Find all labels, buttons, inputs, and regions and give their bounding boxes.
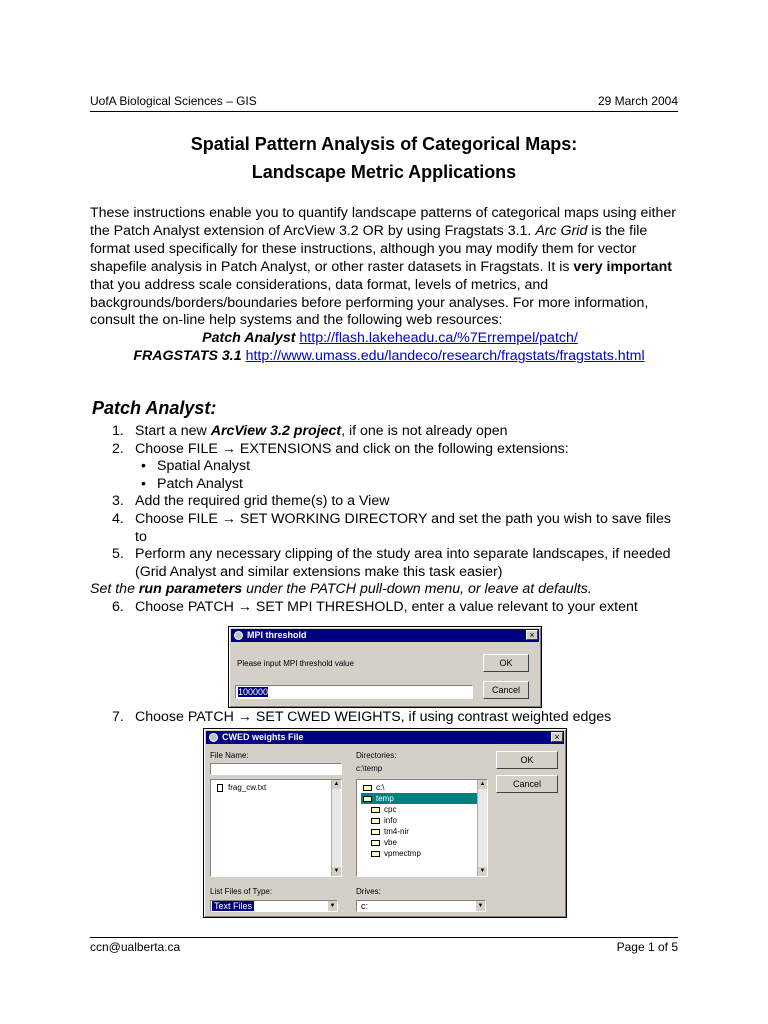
intro-text-3: that you address scale considerations, data format, levels of metrics, and backgrounds/borders/boundaries before performing your analyses. For more information, consult the on-line help systems and the following web resources: (90, 276, 649, 329)
step-number: 4. (112, 510, 124, 527)
mpi-dialog-title: MPI threshold (247, 630, 307, 640)
directory-scrollbar[interactable] (477, 780, 487, 876)
folder-icon (371, 851, 380, 857)
folder-icon (371, 807, 380, 813)
intro-text-2: is the file format used specifically for these instructions, although you may modify them for vector shapefile analysis in Patch Analyst, or other raster datasets in Fragstats. It is (90, 222, 648, 275)
step-text: Choose FILE → EXTENSIONS and click on the following extensions: (135, 440, 569, 457)
step-5 (112, 546, 682, 581)
directory-tree[interactable] (356, 779, 488, 877)
mpi-threshold-input[interactable] (235, 685, 473, 699)
step-number: 1. (112, 423, 124, 439)
header-rule (90, 111, 678, 112)
dir-item[interactable] (371, 815, 397, 826)
ref-fragstats (90, 348, 682, 366)
folder-icon (371, 818, 380, 824)
dir-name: info (384, 816, 397, 825)
file-type-select[interactable] (210, 900, 338, 912)
drives-select[interactable] (356, 900, 486, 912)
file-type-label: List Files of Type: (210, 887, 273, 896)
step-7 (112, 709, 682, 727)
dir-item[interactable] (371, 848, 421, 859)
run-parameters-note (90, 581, 682, 599)
step-text: Add the required grid theme(s) to a View (135, 493, 390, 510)
step-text: Choose PATCH → SET MPI THRESHOLD, enter a value relevant to your extent (135, 598, 638, 615)
ok-button[interactable]: OK (483, 654, 529, 672)
cancel-button[interactable]: Cancel (483, 681, 529, 699)
ref-label: Patch Analyst (202, 330, 296, 347)
step-number: 6. (112, 598, 124, 615)
cwed-dialog-titlebar (206, 731, 564, 744)
bullet-item (112, 476, 682, 494)
file-name-label: File Name: (210, 751, 249, 760)
dir-item[interactable] (371, 837, 397, 848)
folder-icon (371, 840, 380, 846)
dir-name: cpc (384, 805, 397, 814)
intro-em: Arc Grid (535, 222, 588, 239)
bullet-dot: • (141, 458, 146, 475)
page-header (90, 94, 678, 110)
mpi-dialog-titlebar (231, 629, 539, 642)
ok-button[interactable]: OK (496, 751, 558, 769)
dir-name: tm4-nir (384, 827, 409, 836)
step-emphasis: ArcView 3.2 project (210, 423, 342, 439)
note-emphasis: run parameters (138, 581, 243, 598)
bullet-text: Patch Analyst (157, 475, 243, 492)
bullet-text: Spatial Analyst (157, 458, 251, 475)
dir-item[interactable] (371, 826, 409, 837)
intro-paragraph (90, 205, 682, 366)
chevron-down-icon[interactable]: ▼ (477, 903, 484, 909)
steps-list (90, 423, 682, 617)
step-6 (112, 599, 682, 617)
dir-name: c:\ (376, 783, 385, 792)
file-type-value: Text Files (214, 901, 253, 911)
step-number: 7. (112, 709, 124, 725)
intro-strong: very important (573, 258, 672, 275)
step-1 (112, 423, 682, 441)
open-folder-icon (363, 785, 372, 791)
footer-email: ccn@ualberta.ca (90, 940, 181, 954)
step-text: Perform any necessary clipping of the study area into separate landscapes, if needed (Grid Analyst and similar extensions make this task easier) (135, 546, 671, 580)
directories-label: Directories: (356, 751, 397, 760)
drives-label: Drives: (356, 887, 381, 896)
dir-name: vpmectmp (384, 849, 421, 858)
dir-name: temp (376, 794, 394, 803)
scroll-down-icon[interactable]: ▼ (479, 868, 486, 874)
dir-item-root[interactable] (363, 782, 384, 793)
ref-label: FRAGSTATS 3.1 (133, 348, 242, 365)
open-folder-icon (363, 796, 372, 802)
step-text: Start a new (135, 423, 211, 439)
patch-analyst-link[interactable]: http://flash.lakeheadu.ca/%7Errempel/patch/ (299, 330, 578, 347)
cwed-weights-dialog (203, 728, 567, 918)
section-heading: Patch Analyst: (92, 398, 217, 418)
page-footer (90, 940, 678, 954)
mpi-threshold-dialog (228, 626, 542, 708)
bullet-item (112, 458, 682, 476)
mpi-threshold-value: 100000 (238, 687, 269, 697)
file-list[interactable] (210, 779, 342, 877)
doc-title-line2: Landscape Metric Applications (251, 162, 517, 182)
page-number: Page 1 of 5 (616, 940, 678, 954)
file-name-input[interactable] (210, 763, 342, 775)
dir-name: vbe (384, 838, 397, 847)
step-number: 5. (112, 546, 124, 563)
scroll-down-icon[interactable]: ▼ (333, 868, 340, 874)
step-text: , if one is not already open (341, 423, 508, 439)
close-icon[interactable]: × (526, 630, 538, 640)
fragstats-link[interactable]: http://www.umass.edu/landeco/research/fragstats/fragstats.html (245, 348, 645, 365)
scroll-up-icon[interactable]: ▲ (333, 781, 340, 787)
step-number: 3. (112, 493, 124, 510)
step-text: Choose FILE → SET WORKING DIRECTORY and set the path you wish to save files to (135, 510, 671, 545)
app-icon (209, 733, 218, 742)
current-directory: c:\temp (356, 764, 383, 773)
note-text: Set the (90, 581, 139, 598)
ref-patch-analyst (90, 330, 682, 348)
file-list-scrollbar[interactable] (331, 780, 341, 876)
doc-title-line1: Spatial Pattern Analysis of Categorical Maps: (190, 134, 578, 154)
steps-list-continued (112, 709, 682, 727)
cwed-dialog-title: CWED weights File (222, 732, 304, 742)
close-icon[interactable]: × (551, 732, 563, 742)
header-org: UofA Biological Sciences – GIS (90, 94, 257, 108)
app-icon (234, 631, 243, 640)
step-4 (112, 511, 682, 546)
footer-rule (90, 937, 678, 938)
drive-value: c: (361, 901, 369, 911)
intro-text-1: These instructions enable you to quantify landscape patterns of categorical maps using either the Patch Analyst extension of ArcView 3.2 OR by using Fragstats 3.1. (90, 205, 676, 239)
dir-item-temp[interactable] (361, 793, 477, 804)
note-text: under the PATCH pull-down menu, or leave at defaults. (242, 581, 592, 598)
cancel-button[interactable]: Cancel (496, 775, 558, 793)
bullet-dot: • (141, 475, 146, 492)
step-2 (112, 441, 682, 459)
list-item[interactable] (217, 782, 266, 793)
dir-item[interactable] (371, 804, 396, 815)
folder-icon (371, 829, 380, 835)
step-text: Choose PATCH → SET CWED WEIGHTS, if using contrast weighted edges (135, 709, 612, 725)
scroll-up-icon[interactable]: ▲ (479, 781, 486, 787)
file-icon (217, 784, 223, 792)
chevron-down-icon[interactable]: ▼ (329, 903, 336, 909)
file-name: frag_cw.txt (228, 783, 267, 792)
header-date: 29 March 2004 (597, 94, 678, 108)
mpi-prompt: Please input MPI threshold value (237, 659, 354, 668)
step-number: 2. (112, 440, 124, 457)
step-3 (112, 493, 682, 511)
